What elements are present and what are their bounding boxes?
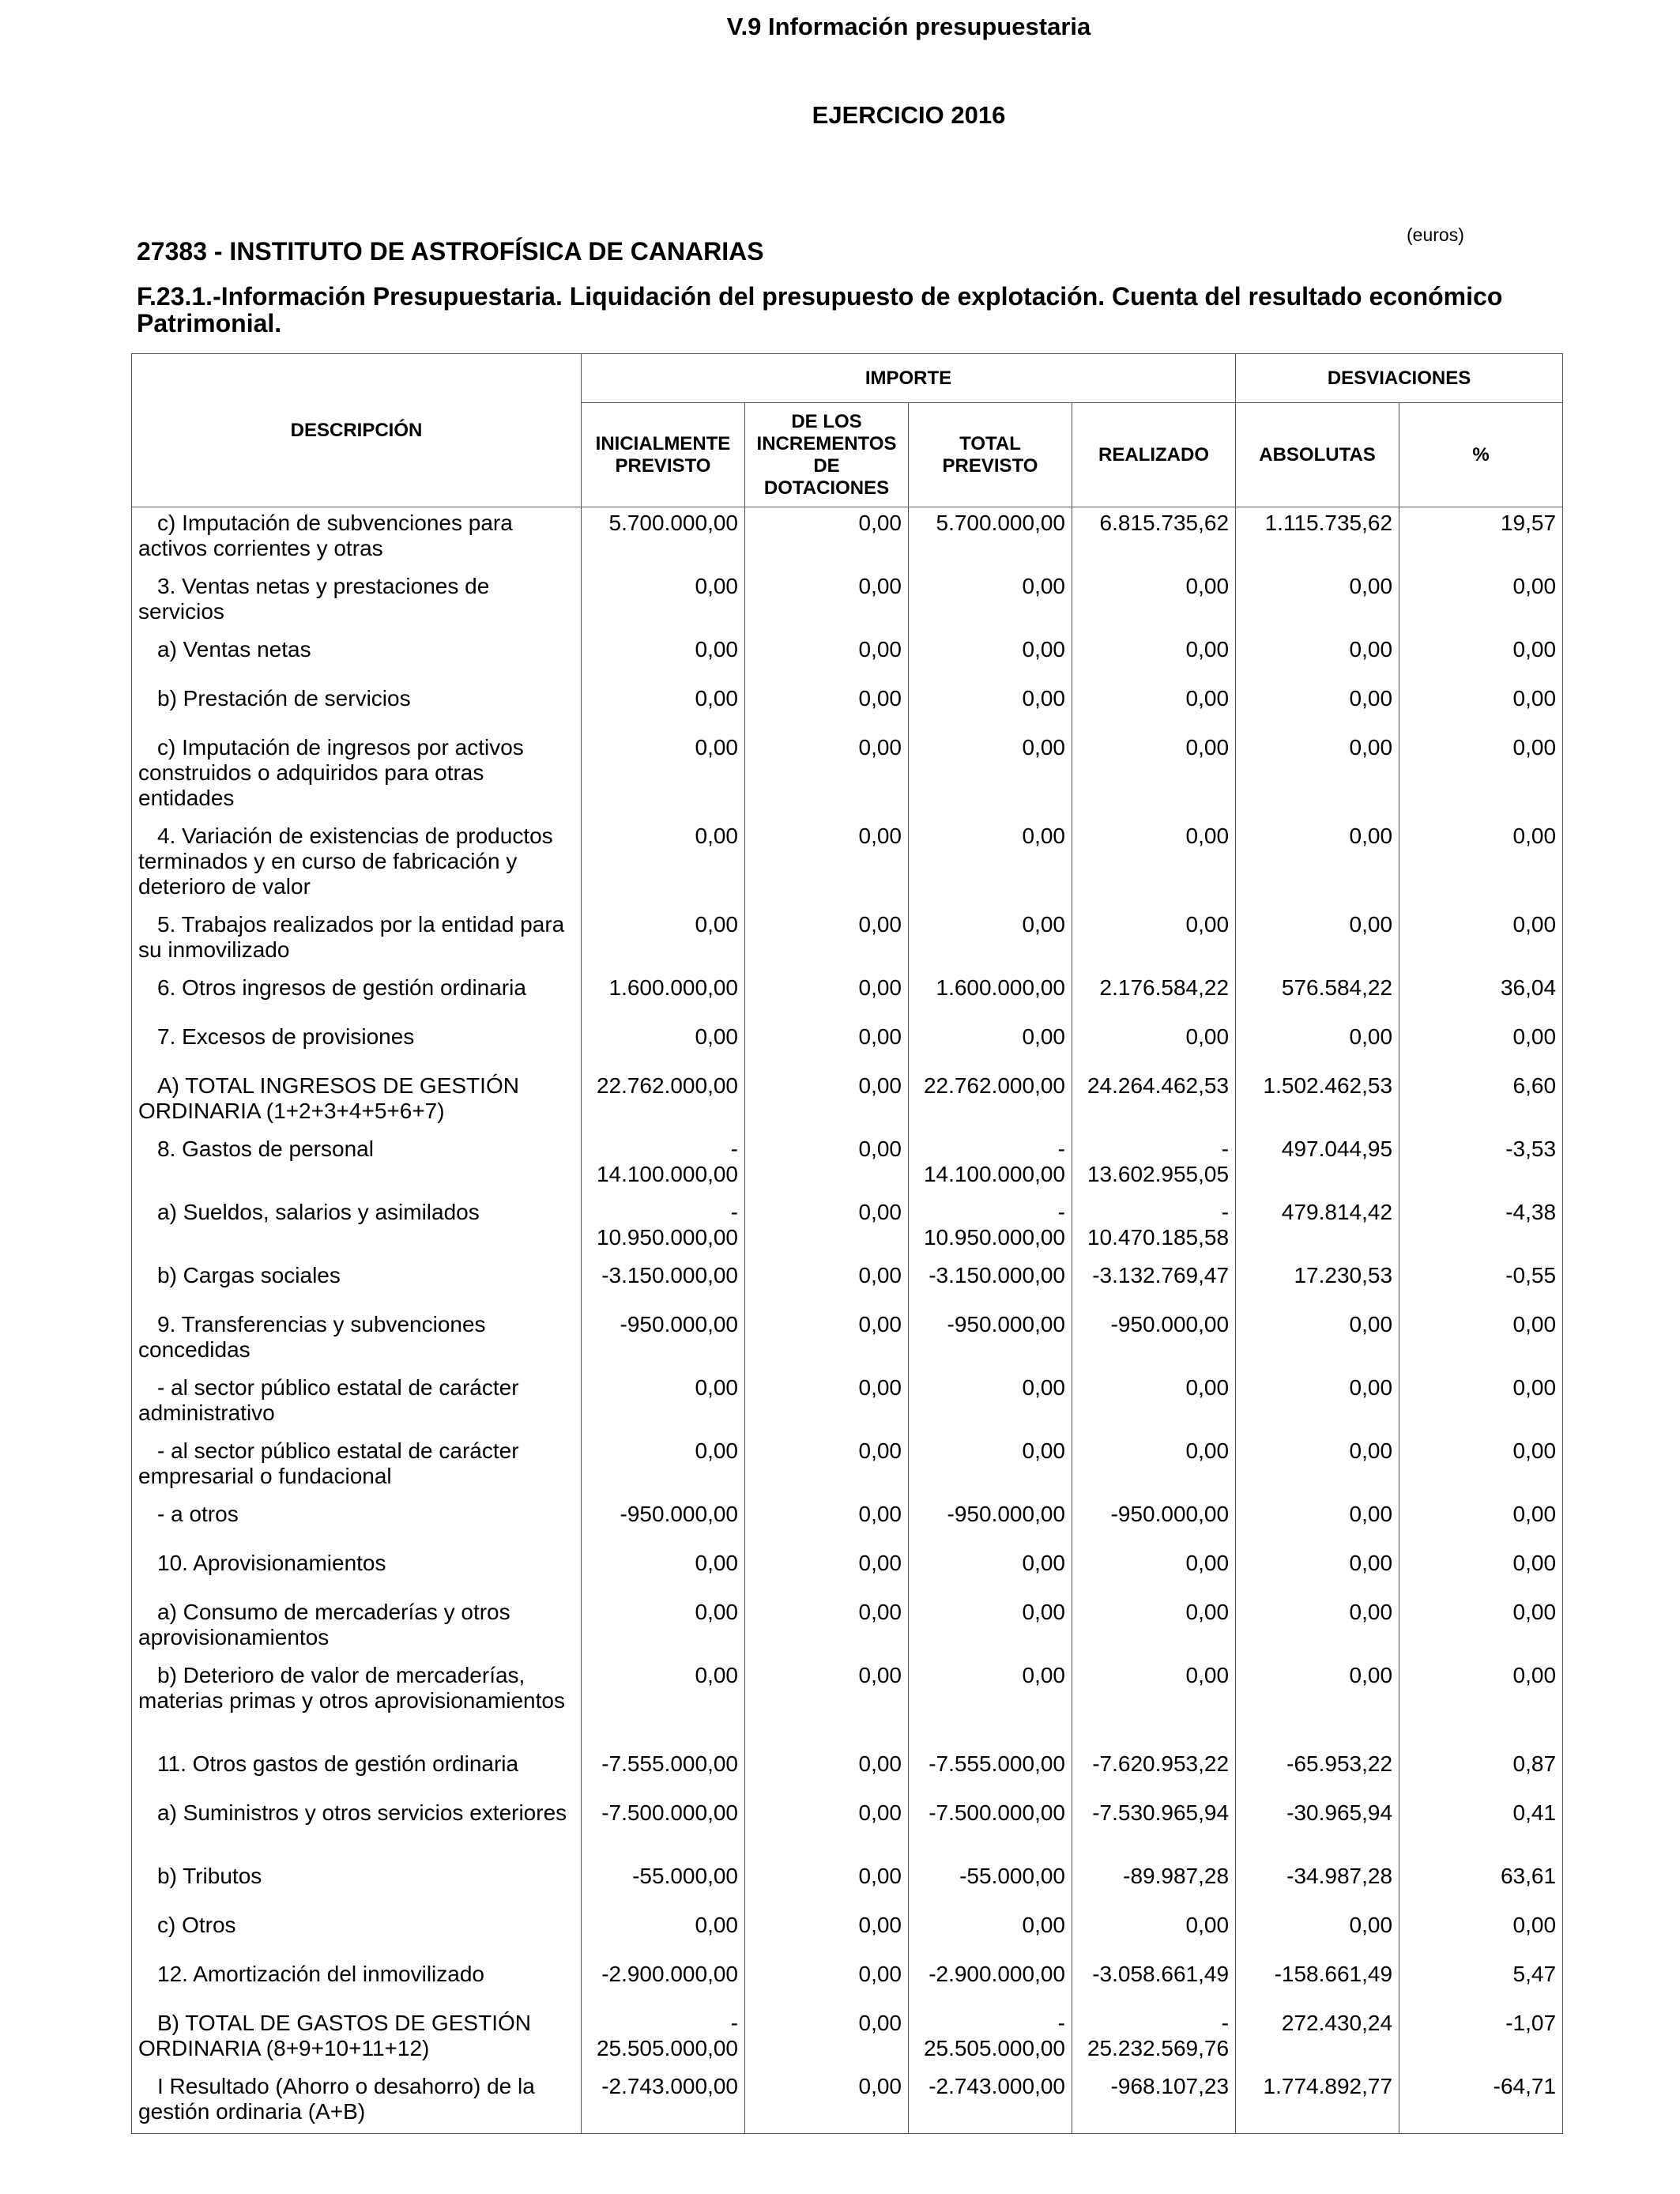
cell-incr: 0,00 — [745, 1797, 909, 1860]
row-description: a) Ventas netas — [132, 634, 582, 683]
cell-realizado: 0,00 — [1072, 909, 1236, 972]
cell-incr: 0,00 — [745, 1596, 909, 1660]
cell-realizado: 0,00 — [1072, 634, 1236, 683]
col-header-inicial: INICIALMENTE PREVISTO — [582, 403, 745, 507]
cell-pct: 19,57 — [1399, 507, 1563, 571]
row-description: 5. Trabajos realizados por la entidad para su inmovilizado — [132, 909, 582, 972]
cell-incr: 0,00 — [745, 732, 909, 820]
row-description: I Resultado (Ahorro o desahorro) de la gestión ordinaria (A+B) — [132, 2071, 582, 2134]
cell-total: 1.600.000,00 — [909, 972, 1072, 1021]
col-header-realizado: REALIZADO — [1072, 403, 1236, 507]
cell-pct: 0,00 — [1399, 1909, 1563, 1958]
cell-abs: 0,00 — [1236, 1547, 1399, 1596]
cell-abs: 0,00 — [1236, 1596, 1399, 1660]
cell-inicial: - 14.100.000,00 — [582, 1133, 745, 1197]
cell-abs: -65.953,22 — [1236, 1748, 1399, 1797]
row-description: - a otros — [132, 1498, 582, 1547]
cell-incr: 0,00 — [745, 1498, 909, 1547]
cell-pct: 0,87 — [1399, 1748, 1563, 1797]
table-row — [132, 820, 1563, 909]
cell-inicial: -950.000,00 — [582, 1498, 745, 1547]
cell-pct: 0,00 — [1399, 1596, 1563, 1660]
cell-inicial: 0,00 — [582, 1547, 745, 1596]
cell-pct: 0,00 — [1399, 732, 1563, 820]
row-description: 9. Transferencias y subvenciones concedidas — [132, 1309, 582, 1372]
table-row — [132, 1435, 1563, 1498]
cell-abs: 272.430,24 — [1236, 2007, 1399, 2071]
cell-pct: -64,71 — [1399, 2071, 1563, 2134]
table-row — [132, 1309, 1563, 1372]
cell-total: 0,00 — [909, 1547, 1072, 1596]
cell-pct: 0,00 — [1399, 683, 1563, 732]
row-description: c) Imputación de ingresos por activos construidos o adquiridos para otras entidades — [132, 732, 582, 820]
cell-pct: -4,38 — [1399, 1197, 1563, 1260]
entity-title: 27383 - INSTITUTO DE ASTROFÍSICA DE CANARIAS — [137, 237, 764, 266]
cell-realizado: -950.000,00 — [1072, 1498, 1236, 1547]
row-description: a) Consumo de mercaderías y otros aprovisionamientos — [132, 1596, 582, 1660]
row-description: b) Cargas sociales — [132, 1260, 582, 1309]
cell-total: 0,00 — [909, 1909, 1072, 1958]
cell-abs: -34.987,28 — [1236, 1860, 1399, 1909]
cell-inicial: -55.000,00 — [582, 1860, 745, 1909]
table-row — [132, 1498, 1563, 1547]
cell-total: 0,00 — [909, 571, 1072, 634]
cell-realizado: - 13.602.955,05 — [1072, 1133, 1236, 1197]
cell-pct: 0,00 — [1399, 820, 1563, 909]
cell-abs: 1.774.892,77 — [1236, 2071, 1399, 2134]
cell-inicial: 1.600.000,00 — [582, 972, 745, 1021]
cell-inicial: -7.555.000,00 — [582, 1748, 745, 1797]
cell-inicial: 0,00 — [582, 1660, 745, 1748]
cell-inicial: 5.700.000,00 — [582, 507, 745, 571]
cell-abs: 0,00 — [1236, 634, 1399, 683]
table-row — [132, 1547, 1563, 1596]
cell-total: - 10.950.000,00 — [909, 1197, 1072, 1260]
row-description: 3. Ventas netas y prestaciones de servicios — [132, 571, 582, 634]
cell-pct: 0,00 — [1399, 571, 1563, 634]
report-title: F.23.1.-Información Presupuestaria. Liquidación del presupuesto de explotación. Cuenta del resultado económico Patrimonial. — [137, 282, 1503, 337]
cell-pct: 0,00 — [1399, 1435, 1563, 1498]
cell-incr: 0,00 — [745, 1197, 909, 1260]
cell-pct: 0,00 — [1399, 634, 1563, 683]
cell-incr: 0,00 — [745, 2007, 909, 2071]
table-row — [132, 1909, 1563, 1958]
cell-total: -2.900.000,00 — [909, 1958, 1072, 2007]
group-header-desviaciones: DESVIACIONES — [1236, 354, 1563, 403]
cell-incr: 0,00 — [745, 1133, 909, 1197]
cell-abs: 1.502.462,53 — [1236, 1070, 1399, 1133]
cell-inicial: 0,00 — [582, 732, 745, 820]
cell-inicial: 0,00 — [582, 820, 745, 909]
row-description: - al sector público estatal de carácter empresarial o fundacional — [132, 1435, 582, 1498]
table-row — [132, 1197, 1563, 1260]
row-description: 7. Excesos de provisiones — [132, 1021, 582, 1070]
cell-incr: 0,00 — [745, 820, 909, 909]
cell-abs: 0,00 — [1236, 1909, 1399, 1958]
cell-total: 0,00 — [909, 1596, 1072, 1660]
col-header-incrementos: DE LOS INCREMENTOS DE DOTACIONES — [745, 403, 909, 507]
cell-abs: 0,00 — [1236, 820, 1399, 909]
cell-total: - 25.505.000,00 — [909, 2007, 1072, 2071]
cell-inicial: 0,00 — [582, 909, 745, 972]
cell-inicial: - 10.950.000,00 — [582, 1197, 745, 1260]
cell-abs: 0,00 — [1236, 683, 1399, 732]
cell-pct: 0,00 — [1399, 1372, 1563, 1435]
cell-incr: 0,00 — [745, 571, 909, 634]
cell-incr: 0,00 — [745, 683, 909, 732]
cell-abs: 576.584,22 — [1236, 972, 1399, 1021]
cell-incr: 0,00 — [745, 2071, 909, 2134]
cell-realizado: 0,00 — [1072, 1435, 1236, 1498]
cell-pct: -1,07 — [1399, 2007, 1563, 2071]
group-header-importe: IMPORTE — [582, 354, 1236, 403]
table-row — [132, 972, 1563, 1021]
cell-total: 0,00 — [909, 909, 1072, 972]
cell-abs: -158.661,49 — [1236, 1958, 1399, 2007]
cell-abs: 0,00 — [1236, 1435, 1399, 1498]
cell-pct: 0,00 — [1399, 1660, 1563, 1748]
cell-inicial: -2.743.000,00 — [582, 2071, 745, 2134]
row-description: 4. Variación de existencias de productos terminados y en curso de fabricación y deterioro de valor — [132, 820, 582, 909]
row-description: b) Tributos — [132, 1860, 582, 1909]
cell-inicial: -2.900.000,00 — [582, 1958, 745, 2007]
cell-pct: 36,04 — [1399, 972, 1563, 1021]
cell-abs: 1.115.735,62 — [1236, 507, 1399, 571]
row-description: B) TOTAL DE GASTOS DE GESTIÓN ORDINARIA (8+9+10+11+12) — [132, 2007, 582, 2071]
table-row — [132, 2007, 1563, 2071]
row-description: 12. Amortización del inmovilizado — [132, 1958, 582, 2007]
cell-total: -7.555.000,00 — [909, 1748, 1072, 1797]
row-description: A) TOTAL INGRESOS DE GESTIÓN ORDINARIA (1+2+3+4+5+6+7) — [132, 1070, 582, 1133]
table-row — [132, 1372, 1563, 1435]
cell-total: -950.000,00 — [909, 1498, 1072, 1547]
row-description: 11. Otros gastos de gestión ordinaria — [132, 1748, 582, 1797]
cell-realizado: 0,00 — [1072, 820, 1236, 909]
currency-note: (euros) — [1407, 224, 1464, 245]
section-title: V.9 Información presupuestaria — [726, 13, 1091, 40]
table-row — [132, 1797, 1563, 1860]
cell-total: -950.000,00 — [909, 1309, 1072, 1372]
cell-inicial: 22.762.000,00 — [582, 1070, 745, 1133]
cell-inicial: 0,00 — [582, 1909, 745, 1958]
cell-pct: 0,00 — [1399, 1547, 1563, 1596]
row-description: 6. Otros ingresos de gestión ordinaria — [132, 972, 582, 1021]
cell-abs: 497.044,95 — [1236, 1133, 1399, 1197]
cell-incr: 0,00 — [745, 909, 909, 972]
table-row — [132, 1596, 1563, 1660]
cell-abs: 0,00 — [1236, 732, 1399, 820]
row-description: b) Prestación de servicios — [132, 683, 582, 732]
row-description: a) Sueldos, salarios y asimilados — [132, 1197, 582, 1260]
cell-realizado: -89.987,28 — [1072, 1860, 1236, 1909]
cell-realizado: 0,00 — [1072, 1021, 1236, 1070]
cell-total: 0,00 — [909, 732, 1072, 820]
cell-realizado: -3.132.769,47 — [1072, 1260, 1236, 1309]
table-row — [132, 571, 1563, 634]
cell-abs: -30.965,94 — [1236, 1797, 1399, 1860]
row-description: c) Imputación de subvenciones para activos corrientes y otras — [132, 507, 582, 571]
cell-inicial: 0,00 — [582, 1435, 745, 1498]
cell-realizado: 0,00 — [1072, 1660, 1236, 1748]
table-row — [132, 1260, 1563, 1309]
cell-incr: 0,00 — [745, 1958, 909, 2007]
cell-inicial: 0,00 — [582, 1021, 745, 1070]
cell-realizado: -7.530.965,94 — [1072, 1797, 1236, 1860]
cell-pct: 0,00 — [1399, 1498, 1563, 1547]
cell-inicial: -950.000,00 — [582, 1309, 745, 1372]
cell-abs: 0,00 — [1236, 571, 1399, 634]
cell-realizado: - 10.470.185,58 — [1072, 1197, 1236, 1260]
cell-incr: 0,00 — [745, 1021, 909, 1070]
cell-incr: 0,00 — [745, 1070, 909, 1133]
cell-realizado: 0,00 — [1072, 683, 1236, 732]
cell-realizado: 0,00 — [1072, 732, 1236, 820]
cell-realizado: -7.620.953,22 — [1072, 1748, 1236, 1797]
cell-incr: 0,00 — [745, 1660, 909, 1748]
cell-realizado: 6.815.735,62 — [1072, 507, 1236, 571]
col-header-pct: % — [1399, 403, 1563, 507]
col-header-absolutas: ABSOLUTAS — [1236, 403, 1399, 507]
table-row — [132, 732, 1563, 820]
cell-incr: 0,00 — [745, 1547, 909, 1596]
cell-total: 0,00 — [909, 1660, 1072, 1748]
cell-incr: 0,00 — [745, 507, 909, 571]
cell-realizado: 0,00 — [1072, 1547, 1236, 1596]
cell-abs: 0,00 — [1236, 1498, 1399, 1547]
cell-realizado: 0,00 — [1072, 1596, 1236, 1660]
cell-total: 0,00 — [909, 1021, 1072, 1070]
cell-realizado: - 25.232.569,76 — [1072, 2007, 1236, 2071]
cell-inicial: - 25.505.000,00 — [582, 2007, 745, 2071]
table-row — [132, 1860, 1563, 1909]
cell-pct: 6,60 — [1399, 1070, 1563, 1133]
cell-inicial: -7.500.000,00 — [582, 1797, 745, 1860]
cell-total: 5.700.000,00 — [909, 507, 1072, 571]
cell-incr: 0,00 — [745, 1309, 909, 1372]
cell-inicial: 0,00 — [582, 634, 745, 683]
cell-pct: 63,61 — [1399, 1860, 1563, 1909]
cell-realizado: -950.000,00 — [1072, 1309, 1236, 1372]
cell-realizado: 0,00 — [1072, 1372, 1236, 1435]
cell-total: -3.150.000,00 — [909, 1260, 1072, 1309]
cell-total: -7.500.000,00 — [909, 1797, 1072, 1860]
cell-realizado: 24.264.462,53 — [1072, 1070, 1236, 1133]
cell-incr: 0,00 — [745, 1260, 909, 1309]
table-row — [132, 1021, 1563, 1070]
cell-realizado: 2.176.584,22 — [1072, 972, 1236, 1021]
cell-pct: 0,00 — [1399, 1021, 1563, 1070]
cell-total: 0,00 — [909, 1372, 1072, 1435]
row-description: b) Deterioro de valor de mercaderías, materias primas y otros aprovisionamientos — [132, 1660, 582, 1748]
cell-incr: 0,00 — [745, 1372, 909, 1435]
cell-incr: 0,00 — [745, 1909, 909, 1958]
cell-abs: 0,00 — [1236, 909, 1399, 972]
cell-abs: 479.814,42 — [1236, 1197, 1399, 1260]
col-header-total: TOTAL PREVISTO — [909, 403, 1072, 507]
budget-table-body — [132, 507, 1563, 2134]
table-row — [132, 1748, 1563, 1797]
cell-abs: 0,00 — [1236, 1372, 1399, 1435]
table-row — [132, 1660, 1563, 1748]
cell-total: 22.762.000,00 — [909, 1070, 1072, 1133]
table-row — [132, 683, 1563, 732]
cell-incr: 0,00 — [745, 972, 909, 1021]
cell-incr: 0,00 — [745, 1435, 909, 1498]
cell-incr: 0,00 — [745, 1860, 909, 1909]
budget-table — [131, 353, 1563, 2134]
row-description: a) Suministros y otros servicios exteriores — [132, 1797, 582, 1860]
cell-total: 0,00 — [909, 1435, 1072, 1498]
row-description: 10. Aprovisionamientos — [132, 1547, 582, 1596]
table-row — [132, 1133, 1563, 1197]
cell-realizado: 0,00 — [1072, 1909, 1236, 1958]
cell-realizado: -3.058.661,49 — [1072, 1958, 1236, 2007]
row-description: 8. Gastos de personal — [132, 1133, 582, 1197]
cell-pct: 0,41 — [1399, 1797, 1563, 1860]
row-description: c) Otros — [132, 1909, 582, 1958]
cell-abs: 0,00 — [1236, 1021, 1399, 1070]
cell-inicial: 0,00 — [582, 1372, 745, 1435]
cell-pct: 0,00 — [1399, 1309, 1563, 1372]
cell-total: 0,00 — [909, 634, 1072, 683]
table-row — [132, 2071, 1563, 2134]
cell-abs: 17.230,53 — [1236, 1260, 1399, 1309]
cell-incr: 0,00 — [745, 1748, 909, 1797]
table-row — [132, 634, 1563, 683]
table-row — [132, 1070, 1563, 1133]
cell-pct: 0,00 — [1399, 909, 1563, 972]
exercise-year: EJERCICIO 2016 — [812, 101, 1006, 129]
cell-total: - 14.100.000,00 — [909, 1133, 1072, 1197]
cell-pct: 5,47 — [1399, 1958, 1563, 2007]
col-header-descripcion: DESCRIPCIÓN — [132, 354, 582, 507]
cell-pct: -0,55 — [1399, 1260, 1563, 1309]
table-row — [132, 909, 1563, 972]
cell-inicial: -3.150.000,00 — [582, 1260, 745, 1309]
table-row — [132, 507, 1563, 571]
cell-realizado: 0,00 — [1072, 571, 1236, 634]
cell-incr: 0,00 — [745, 634, 909, 683]
cell-abs: 0,00 — [1236, 1660, 1399, 1748]
cell-realizado: -968.107,23 — [1072, 2071, 1236, 2134]
cell-total: -2.743.000,00 — [909, 2071, 1072, 2134]
cell-pct: -3,53 — [1399, 1133, 1563, 1197]
row-description: - al sector público estatal de carácter administrativo — [132, 1372, 582, 1435]
cell-total: -55.000,00 — [909, 1860, 1072, 1909]
cell-total: 0,00 — [909, 820, 1072, 909]
cell-total: 0,00 — [909, 683, 1072, 732]
cell-inicial: 0,00 — [582, 571, 745, 634]
cell-inicial: 0,00 — [582, 683, 745, 732]
cell-abs: 0,00 — [1236, 1309, 1399, 1372]
cell-inicial: 0,00 — [582, 1596, 745, 1660]
table-row — [132, 1958, 1563, 2007]
